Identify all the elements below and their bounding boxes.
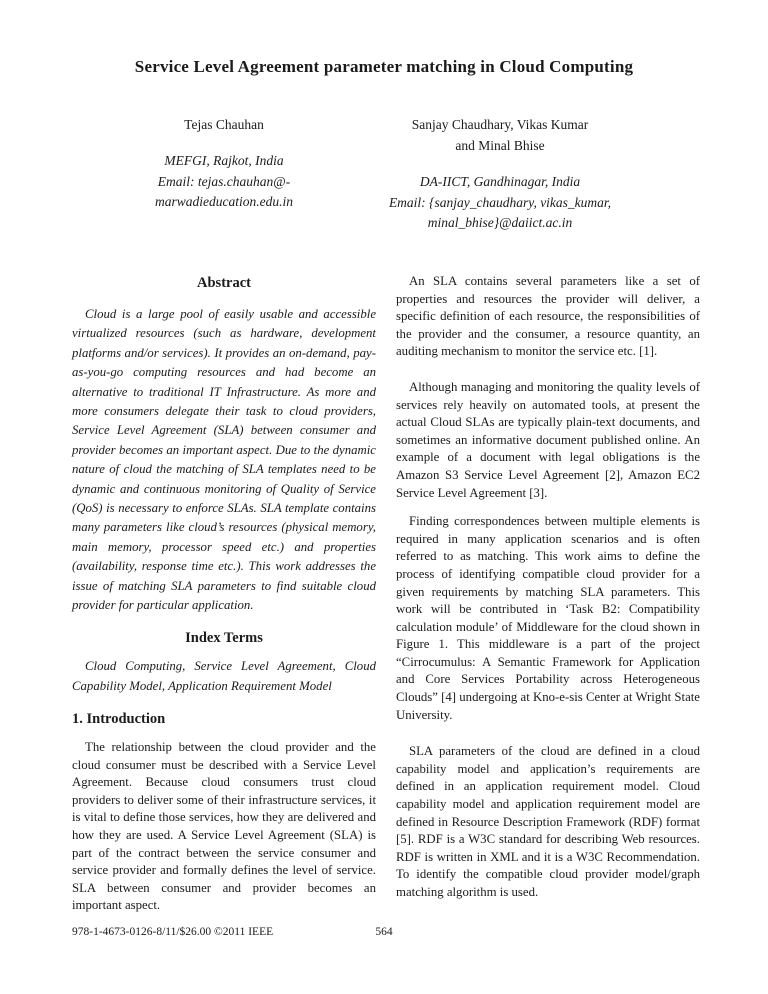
author-right-affiliation [340, 172, 660, 234]
page-title: Service Level Agreement parameter matching in Cloud Computing [134, 57, 634, 76]
email-line: marwadieducation.edu.in [155, 194, 293, 209]
index-terms-heading: Index Terms [185, 630, 263, 647]
introduction-heading: 1. Introduction [72, 711, 166, 728]
author-left-affiliation [72, 151, 376, 213]
author-block-left [72, 114, 376, 213]
author-block-right [340, 114, 660, 234]
footer-copyright: 978-1-4673-0126-8/11/$26.00 ©2011 IEEE [72, 926, 274, 938]
paragraph: SLA parameters of the cloud are defined in a cloud capability model and application’s requirements are defined in an application requirement model. Cloud capability model and application requirement model are defined in Resource Description Framework (RDF) format [5]. RDF is a W3C standard for describing Web resources. RDF is written in XML and it is a W3C Recommendation. To identify the compatible cloud provider model/graph matching algorithm is used. [396, 744, 700, 899]
page-number: 564 [375, 926, 393, 938]
paragraph: Although managing and monitoring the quality levels of services rely heavily on automated tools, at present the actual Cloud SLAs are typically plain-text documents, and sometimes an informative document published online. An example of a document with legal obligations is the Amazon S3 Service Level Agreement [2], Amazon EC2 Service Level Agreement [3]. [396, 379, 700, 500]
author-name-line: and Minal Bhise [455, 138, 545, 153]
left-column [72, 273, 376, 915]
author-name-line: Sanjay Chaudhary, Vikas Kumar [411, 117, 589, 132]
author-name-line: Tejas Chauhan [184, 117, 264, 132]
right-column [396, 273, 700, 915]
abstract-text: Cloud is a large pool of easily usable and accessible virtualized resources (such as hardware, development platforms and/or services). It provides an on-demand, pay-as-you-go computing resources and had become an alternative to traditional IT Infrastructure. As more and more consumers delegate their task to cloud providers, Service Level Agreement (SLA) between consumer and provider becomes an important aspect. Due to the dynamic nature of cloud the matching of SLA templates need to be dynamic and continuous monitoring of Quality of Service (QoS) is necessary to enforce SLAs. SLA template contains many parameters like cloud’s resources (physical memory, main memory, processor speed etc.) and properties (availability, response time etc.). This work addresses the issue of matching SLA parameters to find suitable cloud provider for particular application. [72, 307, 376, 613]
index-terms-text: Cloud Computing, Service Level Agreement, Cloud Capability Model, Application Requirement Model [72, 659, 376, 693]
email-line: Email: {sanjay_chaudhary, vikas_kumar, [388, 194, 612, 210]
paragraph: Finding correspondences between multiple elements is required in many application scenarios and is often referred to as matching. This work aims to define the process of identifying compatible cloud provider for a given requirements by matching SLA parameters. This work will be contributed in ‘Task B2: Compatibility calculation module’ of Middleware for the cloud shown in Figure 1. This middleware is a part of the project “Cirrocumulus: A Semantic Framework for Application and Core Services Portability across Heterogeneous Clouds” [4] undergoing at Kno-e-sis Center at Wright State University. [396, 514, 700, 722]
affiliation-line: DA-IICT, Gandhinagar, India [419, 174, 581, 189]
abstract-heading: Abstract [197, 275, 251, 291]
email-line: minal_bhise}@daiict.ac.in [427, 215, 573, 230]
author-right-name [340, 114, 660, 156]
author-left-name [72, 114, 376, 135]
introduction-paragraph: The relationship between the cloud provider and the cloud consumer must be described with a Service Level Agreement. Because cloud consumers trust cloud providers to deliver some of their infrastructure services, it is vital to define those services, how they are delivered and how they are used. A Service Level Agreement (SLA) is part of the contract between the service consumer and service provider and formally defines the level of service. SLA between consumer and provider becomes an important aspect. [72, 740, 376, 913]
email-line: Email: tejas.chauhan@- [157, 173, 291, 189]
two-column-body [72, 273, 700, 915]
affiliation-line: MEFGI, Rajkot, India [164, 153, 284, 168]
paragraph: An SLA contains several parameters like a set of properties and resources the provider will deliver, a specific definition of each resource, the responsibilities of the provider and the consumer, a resource quantity, an auditing mechanism to monitor the service etc. [1]. [396, 274, 700, 359]
